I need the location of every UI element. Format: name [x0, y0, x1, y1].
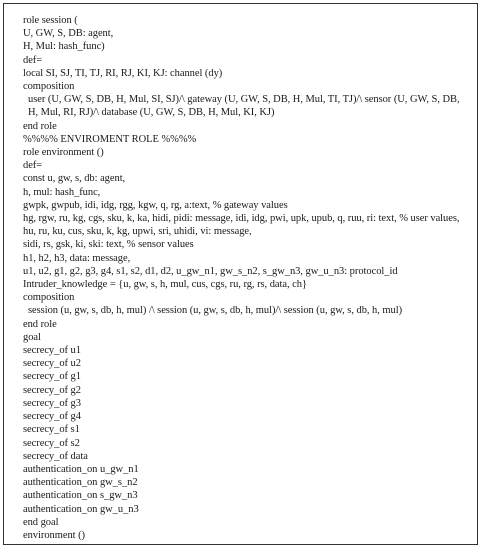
code-line: role session (	[23, 15, 78, 26]
code-line: secrecy_of g3	[23, 397, 81, 409]
code-line: H, Mul: hash_func)	[23, 41, 105, 53]
code-line: secrecy_of u1	[23, 345, 81, 357]
code-line: role environment ()	[23, 147, 104, 159]
code-line: hg, rgw, ru, kg, cgs, sku, k, ka, hidi, pidi: message, idi, idg, pwi, upk, upub, q, ruu, ri: text, % user values, hu, ru, ku, cus, sku, k, kg, upwi, sri, uhidi, vi: message,	[23, 213, 463, 238]
code-line: def=	[23, 160, 43, 172]
code-line: h1, h2, h3, data: message,	[23, 252, 131, 264]
code-line: end goal	[23, 516, 59, 528]
code-line: authentication_on s_gw_n3	[23, 490, 138, 502]
code-line: secrecy_of data	[23, 450, 88, 462]
code-line: secrecy_of g4	[23, 411, 81, 423]
code-line: secrecy_of g2	[23, 384, 81, 396]
code-line: authentication_on u_gw_n1	[23, 463, 139, 475]
code-line: Intruder_knowledge = {u, gw, s, h, mul, cus, cgs, ru, rg, rs, data, ch}	[23, 279, 307, 291]
code-line: environment ()	[23, 529, 85, 541]
code-line: const u, gw, s, db: agent,	[23, 173, 126, 185]
code-line: end role	[23, 318, 57, 330]
code-line: session (u, gw, s, db, h, mul) /\ session (u, gw, s, db, h, mul)/\ session (u, gw, s, db, h, mul)	[28, 305, 403, 317]
code-line: def=	[23, 54, 43, 66]
code-line: secrecy_of g1	[23, 371, 81, 383]
code-line: authentication_on gw_u_n3	[23, 503, 139, 515]
code-line: secrecy_of s2	[23, 437, 80, 449]
code-line: h, mul: hash_func,	[23, 186, 101, 198]
code-line: authentication_on gw_s_n2	[23, 477, 138, 489]
code-line: composition	[23, 292, 75, 304]
code-line: goal	[23, 331, 41, 343]
code-line: secrecy_of u2	[23, 358, 81, 370]
code-line: gwpk, gwpub, idi, idg, rgg, kgw, q, rg, a:text, % gateway values	[23, 199, 288, 211]
code-line: secrecy_of s1	[23, 424, 80, 436]
code-line: composition	[23, 81, 75, 93]
code-line: user (U, GW, S, DB, H, Mul, SI, SJ)/\ gateway (U, GW, S, DB, H, Mul, TI, TJ)/\ sensor (U, GW, S, DB, H, Mul, RI, RJ)/\ database (U, GW, S, DB, H, Mul, KI, KJ)	[28, 94, 463, 119]
code-line: local SI, SJ, TI, TJ, RI, RJ, KI, KJ: channel (dy)	[23, 67, 223, 79]
code-line: u1, u2, g1, g2, g3, g4, s1, s2, d1, d2, u_gw_n1, gw_s_n2, s_gw_n3, gw_u_n3: protocol_id	[23, 265, 398, 277]
code-line: end role	[23, 120, 57, 132]
code-line: sidi, rs, gsk, ki, ski: text, % sensor values	[23, 239, 194, 251]
code-line: U, GW, S, DB: agent,	[23, 28, 114, 40]
code-listing-frame	[3, 3, 478, 545]
code-listing	[23, 14, 471, 542]
code-line: %%%% ENVIROMENT ROLE %%%%	[23, 133, 197, 145]
